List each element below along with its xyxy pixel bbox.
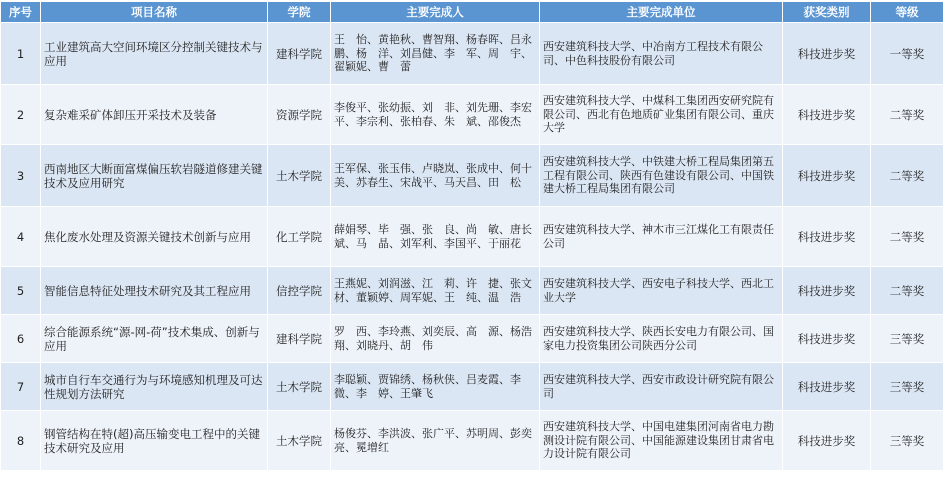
cell-units: 西安建筑科技大学、中铁建大桥工程局集团第五工程有限公司、陕西有色建设有限公司、中国铁建大桥工程局集团有限公司	[540, 145, 783, 207]
cell-college: 土木学院	[268, 363, 331, 411]
cell-no: 1	[1, 23, 41, 85]
table-row	[1, 145, 944, 207]
cell-college: 土木学院	[268, 411, 331, 471]
table-row	[1, 267, 944, 315]
cell-project-name: 综合能源系统“源-网-荷”技术集成、创新与应用	[41, 315, 268, 363]
cell-units: 西安建筑科技大学、陕西长安电力有限公司、国家电力投资集团公司陕西分公司	[540, 315, 783, 363]
cell-college: 建科学院	[268, 23, 331, 85]
header-units: 主要完成单位	[540, 2, 783, 23]
header-category: 获奖类别	[783, 2, 871, 23]
table-row	[1, 315, 944, 363]
cell-project-name: 工业建筑高大空间环境区分控制关键技术与应用	[41, 23, 268, 85]
cell-level: 三等奖	[871, 363, 944, 411]
cell-people: 王军保、张玉伟、卢晓岚、张成中、何十美、苏春生、宋战平、马天昌、田 松	[331, 145, 540, 207]
cell-level: 三等奖	[871, 315, 944, 363]
cell-category: 科技进步奖	[783, 411, 871, 471]
table-row	[1, 207, 944, 267]
cell-level: 二等奖	[871, 85, 944, 145]
cell-category: 科技进步奖	[783, 207, 871, 267]
cell-no: 5	[1, 267, 41, 315]
cell-category: 科技进步奖	[783, 23, 871, 85]
cell-no: 2	[1, 85, 41, 145]
cell-project-name: 焦化废水处理及资源关键技术创新与应用	[41, 207, 268, 267]
header-people: 主要完成人	[331, 2, 540, 23]
awards-table	[0, 1, 944, 471]
cell-units: 西安建筑科技大学、中冶南方工程技术有限公司、中色科技股份有限公司	[540, 23, 783, 85]
cell-no: 6	[1, 315, 41, 363]
cell-college: 资源学院	[268, 85, 331, 145]
cell-people: 杨俊芬、李洪波、张广平、苏明周、彭奕亮、冕增红	[331, 411, 540, 471]
cell-level: 二等奖	[871, 207, 944, 267]
cell-category: 科技进步奖	[783, 363, 871, 411]
table-row	[1, 85, 944, 145]
cell-college: 信控学院	[268, 267, 331, 315]
cell-project-name: 复杂难采矿体卸压开采技术及装备	[41, 85, 268, 145]
cell-level: 三等奖	[871, 411, 944, 471]
cell-units: 西安建筑科技大学、中煤科工集团西安研究院有限公司、西北有色地质矿业集团有限公司、重庆大学	[540, 85, 783, 145]
cell-category: 科技进步奖	[783, 267, 871, 315]
cell-people: 王燕妮、刘润滋、江 莉、许 捷、张文材、董颖婷、周军妮、王 纯、温 浩	[331, 267, 540, 315]
cell-level: 二等奖	[871, 145, 944, 207]
cell-people: 王 怡、黄艳秋、曹智翔、杨春晖、吕永鹏、杨 洋、刘昌健、李 军、周 宇、翟颖妮、曹 蕾	[331, 23, 540, 85]
cell-people: 薛娟琴、毕 强、张 良、尚 敏、唐长斌、马 晶、刘军利、李国平、于丽花	[331, 207, 540, 267]
cell-college: 建科学院	[268, 315, 331, 363]
cell-units: 西安建筑科技大学、中国电建集团河南省电力勘测设计院有限公司、中国能源建设集团甘肃省电力设计院有限公司	[540, 411, 783, 471]
cell-college: 化工学院	[268, 207, 331, 267]
header-project-name: 项目名称	[41, 2, 268, 23]
cell-project-name: 城市自行车交通行为与环境感知机理及可达性规划方法研究	[41, 363, 268, 411]
table-row	[1, 23, 944, 85]
cell-level: 一等奖	[871, 23, 944, 85]
cell-no: 4	[1, 207, 41, 267]
cell-level: 二等奖	[871, 267, 944, 315]
cell-people: 李聪颖、贾锦绣、杨秋侠、吕麦霞、李 微、李 婷、王肇飞	[331, 363, 540, 411]
cell-people: 罗 西、李玲燕、刘奕辰、高 源、杨浩翔、刘晓丹、胡 伟	[331, 315, 540, 363]
table-row	[1, 363, 944, 411]
cell-units: 西安建筑科技大学、神木市三江煤化工有限责任公司	[540, 207, 783, 267]
cell-units: 西安建筑科技大学、西安电子科技大学、西北工业大学	[540, 267, 783, 315]
header-college: 学院	[268, 2, 331, 23]
cell-category: 科技进步奖	[783, 145, 871, 207]
cell-college: 土木学院	[268, 145, 331, 207]
header-no: 序号	[1, 2, 41, 23]
cell-units: 西安建筑科技大学、西安市政设计研究院有限公司	[540, 363, 783, 411]
cell-no: 8	[1, 411, 41, 471]
cell-no: 7	[1, 363, 41, 411]
cell-project-name: 西南地区大断面富煤偏压软岩隧道修建关键技术及应用研究	[41, 145, 268, 207]
table-row	[1, 411, 944, 471]
cell-project-name: 钢管结构在特(超)高压输变电工程中的关键技术研究及应用	[41, 411, 268, 471]
cell-project-name: 智能信息特征处理技术研究及其工程应用	[41, 267, 268, 315]
cell-no: 3	[1, 145, 41, 207]
header-row	[1, 2, 944, 23]
header-level: 等级	[871, 2, 944, 23]
cell-category: 科技进步奖	[783, 85, 871, 145]
cell-people: 李俊平、张幼振、刘 非、刘先珊、李宏平、李宗利、张柏春、朱 斌、邵俊杰	[331, 85, 540, 145]
cell-category: 科技进步奖	[783, 315, 871, 363]
